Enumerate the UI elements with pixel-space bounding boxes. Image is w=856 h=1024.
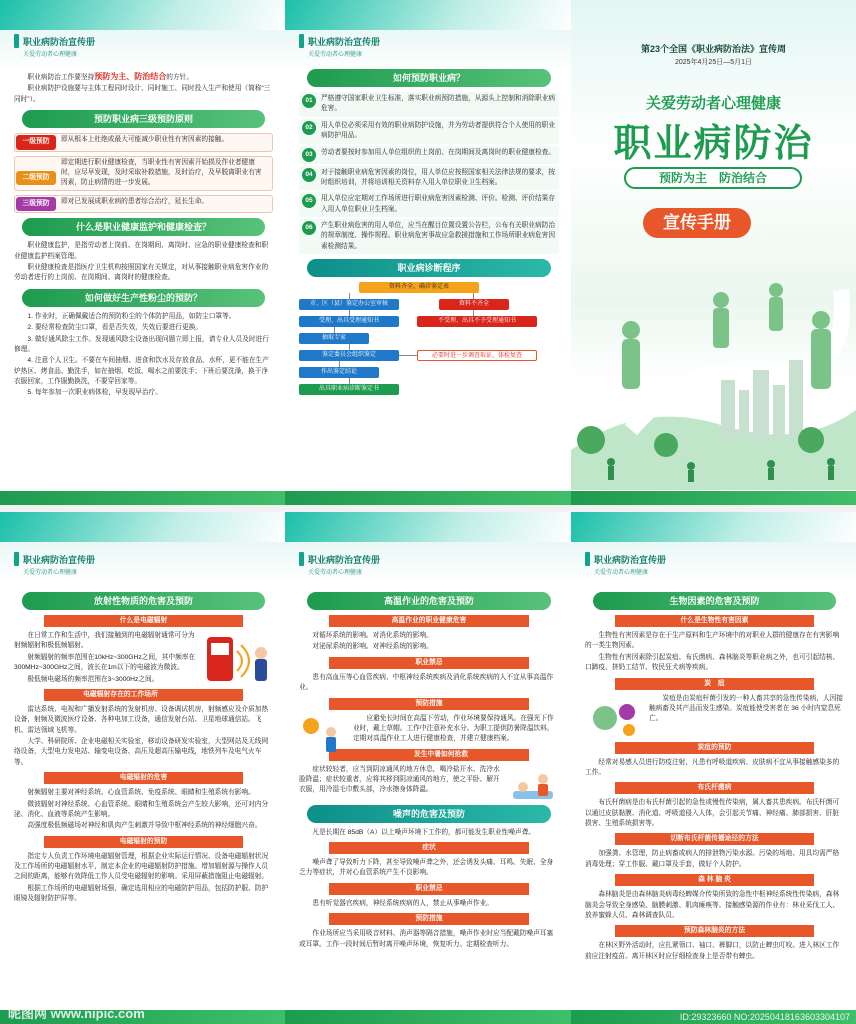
panel-body <box>585 587 844 963</box>
top-decoration <box>571 512 856 542</box>
header-title: 职业病防治宣传册 <box>23 554 96 565</box>
paragraph: 射频辐射主要对神经系统、心血管系统、免疫系统、眼睛和生殖系统有影响。 <box>27 789 255 797</box>
flow-step: 不受理、出具不予受理通知书 <box>417 316 537 327</box>
flow-start: 资料齐全、确诊鉴定表 <box>359 282 479 293</box>
paragraph: 对循环系统的影响。对消化系统的影响。 <box>312 632 433 639</box>
header-mark-icon <box>585 552 590 566</box>
section-title: 高温作业的危害及预防 <box>307 592 551 610</box>
watermark-id: ID:29323660 NO:20250418163603304107 <box>679 1012 850 1022</box>
step-item: 04 对于接触职业病危害因素的岗位，用人单位应按照国家相关法律法规的要求，按时组织培训，并将培训相关资料存入用人单位职业卫生档案。 <box>299 166 559 191</box>
list-item: 5. 每年参加一次职业病体检，早发现早治疗。 <box>27 389 162 397</box>
radiation-hazard-icon <box>201 631 273 693</box>
paragraph: 微波辐射对神经系统、心血管系统、眼睛和生殖系统会产生较大影响，还可对内分泌、消化、血液等系统产生影响。 <box>14 800 269 818</box>
flow-connector <box>349 344 350 350</box>
panel-header <box>299 34 380 58</box>
step-item: 01 严格遵守国家职业卫生标准，落实职业病预防措施，从源头上控制和消除职业病危害。 <box>299 92 559 117</box>
header-mark-icon <box>14 552 19 566</box>
workers-illustration <box>571 250 856 490</box>
sub-title: 症状 <box>329 842 529 854</box>
list-item: 2. 要经常检查防尘口罩，看是否失效，失效后要进行更换。 <box>27 324 203 332</box>
paragraph: 噪声聋了导致听力下降，甚至导致噪声聋之外，还会诱发头痛、耳鸣、失眠、全身乏力等症状，并对心血管系统产生不良影响。 <box>299 859 554 877</box>
step-item: 03 劳动者要按时参加用人单位组织的上岗前、在岗期间及离岗时的职业健康检查。 <box>299 146 559 164</box>
sub-title: 切断布氏杆菌传播途径的方法 <box>615 833 814 845</box>
paragraph: 在日常工作和生活中，我们接触到的电磁辐射通常可分为射频辐射和极低频辐射。 <box>14 632 195 650</box>
paragraph: 症状较轻者，应当到阴凉通风的地方休息，喝冷盐开水、洗冷水脸降温；症状较重者，应将其移到阴凉通风的地方，使之平卧、解开衣服，用冷湿毛巾敷头部，冷水擦身体降温。 <box>299 765 500 794</box>
paragraph: 射频辐射的频率范围在10kHz~300GHz之间，其中频率在300MHz~300GHz之间，波长在1m以下的电磁波为微波。 <box>14 653 196 672</box>
header-title: 职业病防治宣传册 <box>308 36 381 47</box>
section-title: 噪声的危害及预防 <box>307 805 551 823</box>
step-item: 05 用人单位应定期对工作场所进行职业病危害因素检测、评价。检测、评价结果存入用人单位职业卫生档案。 <box>299 192 559 217</box>
sheet-gap <box>0 505 856 512</box>
step-number: 02 <box>302 121 316 135</box>
section-title: 放射性物质的危害及预防 <box>22 592 265 610</box>
header-mark-icon <box>299 552 304 566</box>
paragraph: 根据工作场所的电磁辐射场强，确定选用相应的电磁防护用品，包括防护服、防护眼镜及辐射防护屏等。 <box>14 884 269 903</box>
sub-title: 职业禁忌 <box>329 657 529 669</box>
prevention-level-item: 三级预防 即对已发展成职业病的患者综合治疗，延长生命。 <box>14 195 273 214</box>
sun-worker-icon <box>299 714 349 754</box>
step-number: 05 <box>302 194 316 208</box>
step-item: 06 产生职业病危害的用人单位，应当在醒目位置设置公告栏，公布有关职业病防治的规章制度、操作规程、职业病危害事故应急救援措施和工作场所职业病危害因素检测结果。 <box>299 219 559 254</box>
header-title: 职业病防治宣传册 <box>594 554 667 565</box>
step-number: 01 <box>302 94 316 108</box>
cover-slogan: 预防为主 防治结合 <box>624 167 802 189</box>
panel-cover <box>571 0 856 505</box>
cover-main-title: 职业病防治 <box>613 123 814 165</box>
paragraph: 高强度极低频磁场对神经和肌肉产生刺激并导致中枢神经系统的神经细胞兴奋。 <box>27 822 262 830</box>
paragraph: 生物性有害因素是存在于生产原料和生产环境中的对职业人群的健康存在有害影响的一类生物因素。 <box>585 632 840 650</box>
panel-body <box>299 64 559 400</box>
step-number: 03 <box>302 148 316 162</box>
flow-step: 受理、出具受理通知书 <box>299 316 399 327</box>
sub-title: 炭 疽 <box>615 678 814 690</box>
sub-title: 高温作业的职业健康危害 <box>329 615 529 627</box>
panel-body <box>14 587 273 906</box>
paragraph: 职业健康监护，是指劳动者上岗前、在岗期间、离岗时、应急的职业健康检查和职业健康监护档案管理。 <box>14 242 269 260</box>
flow-step: 作出鉴定结论 <box>299 367 379 378</box>
watermark-site: 昵图网 www.nipic.com <box>8 1006 145 1021</box>
paragraph: 炭疽是由炭疽杆菌引发的一种人畜共享的急性传染病，人因接触病畜及其产品而发生感染。炭疽能使受害者在 36 小时内窒息死亡。 <box>649 694 843 723</box>
flow-connector <box>349 310 350 316</box>
three-simultaneous-paragraph: 职业病防护设施要与主体工程同时设计、同时施工、同时投入生产和使用（简称“三同时”）。 <box>14 85 271 103</box>
panel-header <box>14 552 95 576</box>
brochure-outside <box>0 0 856 505</box>
top-decoration <box>0 0 285 30</box>
header-title: 职业病防治宣传册 <box>308 554 381 565</box>
header-subtitle: 关爱劳动者心理健康 <box>308 52 363 58</box>
paragraph: 在林区野外活动时，应扎紧领口、袖口、裤脚口，以防止蜱虫叮咬。进入林区工作前应注射疫苗。离开林区时应仔细检查身上是否带有蜱虫。 <box>585 942 840 960</box>
level-tag: 二级预防 <box>16 171 56 186</box>
flow-connector <box>349 293 350 299</box>
paragraph: 职业健康检查是指医疗卫生机构按照国家有关规定，对从事接触职业病危害作业的劳动者进行的上岗前、在岗期间、离岗时的健康检查。 <box>14 264 269 282</box>
paragraph: 作业场所应当采用吸音材料、消声器等隔音措施，噪声作业时应当配戴防噪声耳塞或耳罩。工作一段时间后暂时离开噪声环境，恢复听力。定期检查听力。 <box>299 930 554 948</box>
panel-radiation <box>0 512 285 1024</box>
cover-badge: 宣传手册 <box>643 208 751 238</box>
intro-paragraph: 职业病防治工作要坚持预防为主、防治结合的方针。 <box>27 72 194 81</box>
flow-connector <box>473 310 474 316</box>
top-decoration <box>285 0 571 30</box>
bottom-decoration <box>571 491 856 505</box>
flow-connector <box>473 293 474 299</box>
section-title: 什么是职业健康监护和健康检查？ <box>22 218 265 236</box>
sub-title: 布氏杆菌病 <box>615 782 814 794</box>
heat-illustration <box>299 714 349 754</box>
list-item: 1. 作业时，正确佩戴适合的预防粉尘的个体防护用品，如防尘口罩等。 <box>27 312 236 320</box>
flow-step: 必要时进一步调查取证、体检复查 <box>417 350 537 361</box>
sub-title: 预防措施 <box>329 913 529 925</box>
road-shape <box>631 290 842 430</box>
header-title: 职业病防治宣传册 <box>23 36 96 47</box>
panel-biological <box>571 512 856 1024</box>
header-subtitle: 关爱劳动者心理健康 <box>23 52 78 58</box>
prevention-level-item: 一级预防 即从根本上杜绝或最大可能减少职业性有害因素的接触。 <box>14 133 273 152</box>
section-title: 如何做好生产性粉尘的预防？ <box>22 289 265 307</box>
step-number: 06 <box>302 221 316 235</box>
paragraph: 极低频电磁场的频率范围在3~3000Hz之间。 <box>27 675 159 683</box>
flow-step: 抽取专家 <box>299 333 369 344</box>
flow-step: 市、区（县）鉴定办公室审核 <box>299 299 399 310</box>
header-mark-icon <box>299 34 304 48</box>
radiation-illustration <box>201 631 273 693</box>
paragraph: 对泌尿系统的影响。对神经系统的影响。 <box>312 643 433 651</box>
campaign-dates: 2025年4月25日—5月1日 <box>674 59 753 66</box>
header-subtitle: 关爱劳动者心理健康 <box>594 570 649 576</box>
campaign-week: 第23个全国《职业病防治法》宣传周 <box>640 44 786 54</box>
paragraph: 森林脑炎是由森林脑炎病毒经蜱媒介传染所致的急性中枢神经系统性传染病，森林脑炎会导致全身感染、脑膜刺激、肌肉瘫痪等。接触感染源的作业有：林业采伐工人、放养蜜蜂人员、森林调查队员、 <box>585 891 840 919</box>
step-number: 04 <box>302 168 316 182</box>
sub-title: 森 林 脑 炎 <box>615 874 814 886</box>
panel-heat-noise <box>285 512 571 1024</box>
flow-step: 资料不齐全 <box>439 299 509 310</box>
rescue-illustration <box>509 765 559 805</box>
flow-connector <box>334 327 335 333</box>
sub-title: 什么是生物性有害因素 <box>615 615 814 627</box>
top-decoration <box>285 512 571 542</box>
header-subtitle: 关爱劳动者心理健康 <box>308 570 363 576</box>
paragraph: 经常对易感人员进行防疫注射，凡患有呼吸道疾病、皮肤病不宜从事接触感染多的工作。 <box>585 758 840 776</box>
brochure-inside <box>0 512 856 1024</box>
level-tag: 三级预防 <box>16 197 56 212</box>
panel-body <box>299 587 559 951</box>
step-item: 02 用人单位必须采用有效的职业病防护设施，并为劳动者提供符合个人使用的职业病防护用品。 <box>299 119 559 144</box>
sub-title: 发生中暑如何抢救 <box>329 749 529 761</box>
level-tag: 一级预防 <box>16 135 56 150</box>
paragraph: 凡是长期在 85dB（A）以上噪声环境下工作的，都可能发生职业性噪声聋。 <box>312 828 535 836</box>
paragraph: 布氏杆菌病是由布氏杆菌引起的急性或慢性传染病，属人畜共患疾病。布氏杆菌可以通过皮肤黏膜、消化道、呼吸道侵入人体，会引起关节痛、神经痛、肺部损害、肝脏损害、生殖系统损害等。 <box>585 799 840 827</box>
header-mark-icon <box>14 34 19 48</box>
section-title: 如何预防职业病？ <box>307 69 551 87</box>
first-aid-icon <box>509 765 559 805</box>
section-title: 职业病诊断程序 <box>307 259 551 277</box>
sub-title: 预防森林脑炎的方法 <box>615 925 814 937</box>
panel-header <box>299 552 380 576</box>
sub-title: 职业禁忌 <box>329 883 529 895</box>
flow-connector <box>349 378 350 384</box>
sub-title: 电磁辐射的预防 <box>44 836 243 848</box>
germ-icon <box>585 694 645 742</box>
diagnosis-flowchart <box>299 282 559 400</box>
panel-prevention <box>285 0 571 505</box>
panel-header <box>14 34 95 58</box>
prevention-level-item: 二级预防 即定期进行职业健康检查，当职业性有害因素开始损及作业者健康时，应尽早发现，及时采取补救措施，及时治疗，及早脱离职业有害因素，防止病情的进一步发展。 <box>14 156 273 191</box>
policy-highlight: 预防为主、防治结合 <box>94 72 167 81</box>
header-subtitle: 关爱劳动者心理健康 <box>23 570 78 576</box>
sub-title: 炭疽的预防 <box>615 742 814 754</box>
paragraph: 生物性有害因素除引起炭疽、布氏菌病、森林脑炎等职业病之外，也可引起结核、口蹄疫、挤奶工结节、牧民狂犬病等疾病。 <box>585 653 840 672</box>
sub-title: 电磁辐射存在的工作场所 <box>44 689 243 701</box>
sub-title: 预防措施 <box>329 698 529 710</box>
sub-title: 什么是电磁辐射 <box>44 615 243 627</box>
paragraph: 应避免长时间在高温下劳动，作业环境要保持通风。在强光下作业时，戴上草帽。工作中注意补充水分。为职工提供防暑降温饮料。定期对高温作业工人进行健康检查，并建立健康档案。 <box>353 714 554 743</box>
paragraph: 雷达系统、电视和广播发射系统的发射机房、设备调试机房，射频感应及介质加热设备，射频及微波医疗设备、各种电加工设备，通信发射台站、卫星地球通信站。飞机、雷达领域飞机等。 <box>14 705 269 734</box>
flow-connector <box>339 361 340 367</box>
paragraph: 大学、科研院所、企业电磁相关实验室，移动设备研发实验室，大型网站及无线网络设备，大型电力发电站、输变电设备、高压及超高压输电线，地铁列车及电气火车等。 <box>14 738 269 766</box>
sub-title: 电磁辐射的危害 <box>44 772 243 784</box>
top-decoration <box>0 512 285 542</box>
section-title: 预防职业病三级预防原则 <box>22 110 265 128</box>
bottom-decoration <box>285 491 571 505</box>
flow-connector <box>399 355 417 356</box>
bottom-decoration <box>285 1010 571 1024</box>
paragraph: 患有高血压等心血管疾病、中枢神经系统疾病及消化系统疾病的人不宜从事高温作业。 <box>299 673 554 692</box>
paragraph: 患有听觉器官疾病，神经系统疾病的人，禁止从事噪声作业。 <box>312 899 493 907</box>
cover-tagline: 关爱劳动者心理健康 <box>645 95 781 112</box>
section-title: 生物因素的危害及预防 <box>593 592 836 610</box>
panel-principles <box>0 0 285 505</box>
paragraph: 加强粪、水管理，防止病畜或病人的排泄物污染水源。污染的场地、用具均需严格消毒处理；穿工作服、戴口罩及手套，做好个人防护。 <box>585 850 840 868</box>
panel-body <box>14 70 273 400</box>
flow-step: 鉴定委员会组织鉴定 <box>299 350 399 361</box>
list-item: 3. 做好通风除尘工作。发现通风除尘设备出现问题立即上报，请专业人员及时进行修理。 <box>14 335 269 353</box>
list-item: 4. 注意个人卫生。不要在车间抽烟、进食和饮水及存放食品、水杯，更不能在生产炉热区、烤食品、勤洗手，如在抽烟、吃饭、喝水之前要洗手；下班后要洗澡，换干净衣服回家，工作服勤换洗，不要穿回家等。 <box>14 357 269 386</box>
bottom-decoration <box>0 491 285 505</box>
paragraph: 指定专人负责工作环境电磁辐射管理，根据企业实际运行情况、设备电磁辐射状况及工作场所的电磁辐射水平，制定本企业的电磁辐射防护措施。增加辐射源与操作人员之间的距离，能够有效降低工作人员受电磁辐射的影响。采用屏蔽措施阻止电磁辐射。 <box>14 852 269 881</box>
flow-end: 出具职业病诊断鉴定书 <box>299 384 399 395</box>
panel-header <box>585 552 666 576</box>
anthrax-illustration <box>585 694 645 742</box>
